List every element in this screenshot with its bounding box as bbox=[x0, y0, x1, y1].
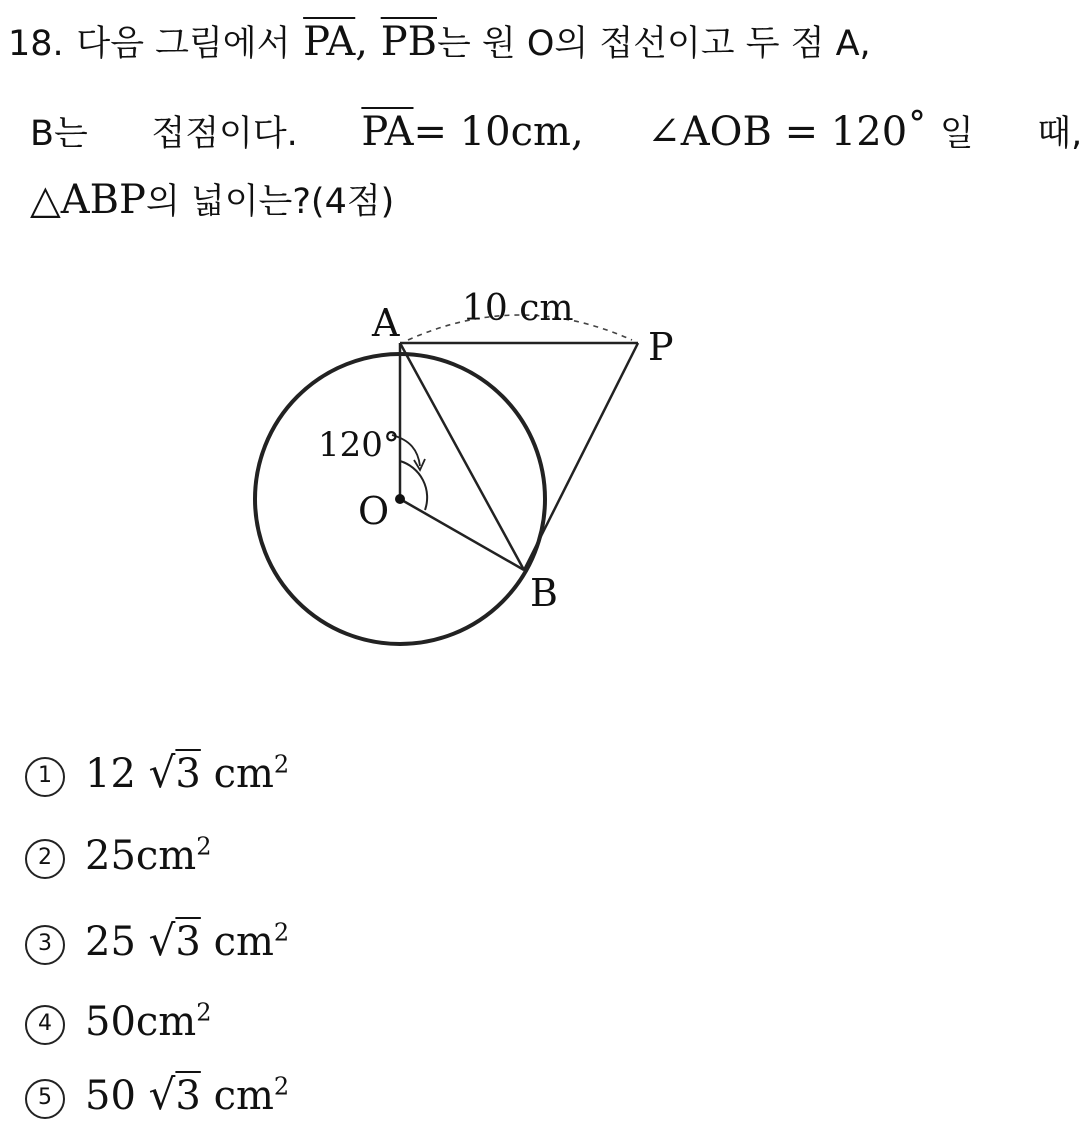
segment-pb: $\overline{PB}$ bbox=[380, 19, 437, 65]
choice-2[interactable] bbox=[25, 832, 212, 879]
problem-text: 다음 그림에서 bbox=[76, 24, 291, 64]
choice-coef: 50 bbox=[85, 999, 136, 1045]
problem-text: 때, bbox=[1037, 114, 1082, 154]
choice-exponent: 2 bbox=[196, 832, 212, 861]
choice-marker: 1 bbox=[25, 757, 65, 797]
choice-1[interactable] bbox=[25, 748, 290, 797]
choice-marker: 4 bbox=[25, 1005, 65, 1045]
angle-label: 120° bbox=[318, 425, 400, 465]
problem-text: 의 넓이는?(4점) bbox=[145, 182, 395, 222]
problem-text: 는 원 O의 접선이고 두 점 A, bbox=[437, 24, 871, 64]
choice-4[interactable] bbox=[25, 998, 212, 1045]
geometry-figure bbox=[240, 280, 720, 670]
label-a: A bbox=[372, 301, 400, 345]
problem-text: 일 bbox=[939, 114, 974, 154]
choice-unit: cm bbox=[213, 919, 274, 965]
length-label: 10 cm bbox=[462, 288, 574, 329]
triangle-name: △ABP bbox=[30, 177, 146, 223]
choice-unit: cm bbox=[135, 833, 197, 879]
choice-exponent: 2 bbox=[196, 998, 212, 1027]
center-point bbox=[395, 494, 405, 504]
sqrt-sign: √ bbox=[148, 916, 176, 965]
choice-unit: cm bbox=[213, 751, 274, 797]
choice-exponent: 2 bbox=[273, 1072, 290, 1101]
choice-coef: 50 bbox=[85, 1073, 136, 1119]
problem-number: 18. bbox=[8, 24, 64, 64]
sqrt-sign: √ bbox=[148, 748, 176, 797]
choice-marker: 2 bbox=[25, 839, 65, 879]
choice-radicand: 3 bbox=[175, 1073, 201, 1119]
choice-unit: cm bbox=[213, 1073, 274, 1119]
problem-line-1 bbox=[8, 19, 871, 65]
pa-value: = 10cm, bbox=[413, 109, 584, 155]
angle-condition: ∠AOB = 120˚ bbox=[647, 109, 928, 155]
choice-radicand: 3 bbox=[175, 919, 201, 965]
segment-pb bbox=[524, 343, 638, 570]
choice-5[interactable] bbox=[25, 1070, 290, 1119]
choice-coef: 25 bbox=[85, 833, 136, 879]
choice-marker: 3 bbox=[25, 925, 65, 965]
label-p: P bbox=[648, 325, 674, 369]
choice-exponent: 2 bbox=[273, 918, 290, 947]
choice-unit: cm bbox=[135, 999, 197, 1045]
problem-line-3 bbox=[30, 177, 395, 223]
choice-coef: 12 bbox=[85, 751, 136, 797]
problem-line-2 bbox=[30, 109, 1082, 155]
problem-text: 접점이다. bbox=[151, 114, 298, 154]
choice-exponent: 2 bbox=[273, 750, 290, 779]
segment-pa: $\overline{PA}$ bbox=[303, 19, 356, 65]
segment-pa: $\overline{PA}$ bbox=[361, 109, 414, 155]
problem-text: B는 bbox=[30, 114, 88, 154]
choice-3[interactable] bbox=[25, 916, 290, 965]
label-o: O bbox=[358, 489, 390, 533]
choice-coef: 25 bbox=[85, 919, 136, 965]
label-b: B bbox=[530, 571, 558, 615]
choice-radicand: 3 bbox=[175, 751, 201, 797]
comma: , bbox=[355, 19, 368, 65]
sqrt-sign: √ bbox=[148, 1070, 176, 1119]
choice-marker: 5 bbox=[25, 1079, 65, 1119]
